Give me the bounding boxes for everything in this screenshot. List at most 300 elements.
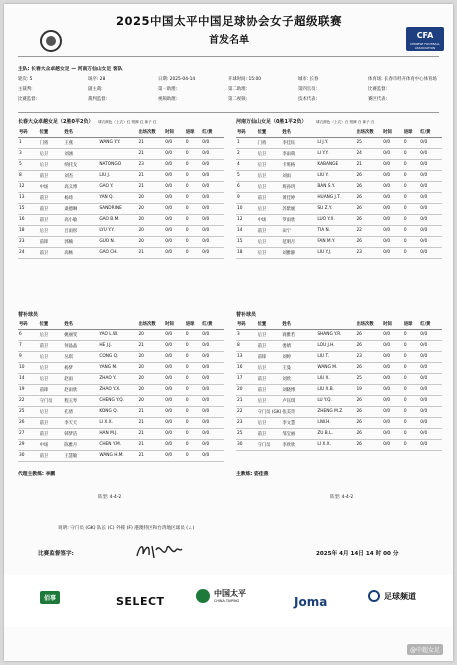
home-subs-table [18, 320, 224, 462]
table-cell: 10 [18, 362, 39, 373]
table-cell: 黄佳婷 [281, 192, 316, 203]
table-cell: LI Y.Y. [316, 148, 355, 159]
table-cell: 14 [18, 373, 39, 384]
home-subs-heading: 替补球员 [18, 312, 39, 318]
table-row [236, 439, 442, 450]
table-cell: 0/0 [164, 340, 185, 351]
match-info-field: 场序: 28 [88, 77, 106, 82]
table-cell: GAO CH. [98, 247, 137, 258]
table-cell: 门将 [39, 137, 64, 148]
table-cell: LIW.H. [316, 417, 355, 428]
table-cell: 16 [18, 214, 39, 225]
table-cell: CHEN Y.M. [98, 439, 137, 450]
table-cell: LIU Y.J. [316, 247, 355, 258]
table-row [236, 170, 442, 181]
table-cell: 前锋 [39, 236, 64, 247]
table-cell: 李天天 [63, 417, 98, 428]
table-cell: HAN M.J. [98, 428, 137, 439]
sponsor-logo-channel: 足球频道 [384, 592, 416, 601]
table-row [236, 148, 442, 159]
table-cell: 0/0 [201, 373, 224, 384]
table-cell: 纳托戈 [63, 159, 98, 170]
table-cell: 26 [355, 170, 382, 181]
table-cell: 21 [137, 170, 164, 181]
match-info-field: 轮次: 5 [18, 77, 33, 82]
table-cell: 0 [185, 225, 201, 236]
table-cell: 13 [236, 351, 257, 362]
column-header: 红/黄 [201, 128, 224, 137]
sponsor-logo-joma: Joma [294, 595, 328, 609]
match-info-field: 第四官员: [298, 87, 318, 92]
table-cell: 王燕 [63, 137, 98, 148]
table-row [18, 428, 224, 439]
table-cell: 0/0 [382, 181, 403, 192]
table-cell: 后卫 [39, 406, 64, 417]
table-cell: 刘雅静 [281, 247, 316, 258]
table-cell: 21 [137, 406, 164, 417]
table-cell: 1 [18, 137, 39, 148]
table-cell: 0 [185, 247, 201, 258]
table-cell: 后卫 [39, 148, 64, 159]
table-cell: 22 [355, 225, 382, 236]
table-cell: 0 [403, 225, 419, 236]
table-cell: 后卫 [39, 329, 64, 340]
table-cell: 21 [137, 247, 164, 258]
table-row [236, 225, 442, 236]
table-cell: 后卫 [39, 351, 64, 362]
match-info-field: 视频助理: [158, 97, 178, 102]
table-cell: 后卫 [39, 362, 64, 373]
table-cell: 20 [137, 351, 164, 362]
column-header: 号码 [18, 128, 39, 137]
table-cell: 0/0 [164, 450, 185, 461]
supervisor-label: 比赛监督签字: [38, 551, 74, 557]
table-cell: 何晶晶 [63, 340, 98, 351]
table-cell: 16 [236, 362, 257, 373]
table-cell: 张美奇 [281, 406, 316, 417]
home-coach: 代理主教练: 李鹏 [18, 472, 56, 477]
table-cell: 26 [355, 214, 382, 225]
table-cell: 21 [137, 450, 164, 461]
table-cell: 门将 [257, 137, 282, 148]
table-cell: 0 [403, 159, 419, 170]
table-cell: 0 [403, 351, 419, 362]
table-cell: 26 [355, 428, 382, 439]
table-cell: 0/0 [201, 236, 224, 247]
table-cell: LYU Y.Y. [98, 225, 137, 236]
table-cell: 陈雅月 [63, 439, 98, 450]
table-cell: 李文慧 [281, 417, 316, 428]
table-cell: 9 [18, 351, 39, 362]
table-cell: BAN S.Y. [316, 181, 355, 192]
table-cell: 23 [355, 351, 382, 362]
table-cell: LIU X. [316, 373, 355, 384]
match-info-field: 裁判监督: [88, 97, 108, 102]
table-cell: 15 [236, 236, 257, 247]
table-cell: HE J.J. [98, 340, 137, 351]
table-cell: 6 [236, 181, 257, 192]
table-cell: 高畅 [63, 247, 98, 258]
table-cell: 0 [403, 214, 419, 225]
table-cell: 26 [355, 417, 382, 428]
table-cell: 杨梦 [63, 362, 98, 373]
column-header: 位置 [39, 320, 64, 329]
table-cell: 后卫 [257, 247, 282, 258]
match-info-field: 第二视频: [228, 97, 248, 102]
table-row [236, 247, 442, 258]
table-row [18, 214, 224, 225]
table-row [236, 362, 442, 373]
table-cell: 0 [185, 362, 201, 373]
table-cell: 0 [185, 214, 201, 225]
table-row [236, 373, 442, 384]
table-cell: 邹宝丽 [281, 428, 316, 439]
table-cell: 0/0 [419, 148, 442, 159]
sponsor-taiping-sub: CHINA TAIPING [214, 599, 240, 603]
column-header: 进球 [185, 320, 201, 329]
table-cell: ZHENG M.Z. [316, 406, 355, 417]
table-cell: 26 [355, 181, 382, 192]
table-cell: 中场 [39, 181, 64, 192]
table-cell: 0/0 [164, 417, 185, 428]
table-row [236, 384, 442, 395]
column-header [316, 320, 355, 329]
table-cell: 0/0 [201, 417, 224, 428]
table-row [236, 192, 442, 203]
table-cell: 0 [403, 137, 419, 148]
table-row [18, 373, 224, 384]
table-cell: 0 [403, 362, 419, 373]
table-cell: 0/0 [201, 203, 224, 214]
table-cell: LIU Y. [316, 170, 355, 181]
column-header: 位置 [39, 128, 64, 137]
table-cell: 0/0 [382, 214, 403, 225]
table-cell: 李欣欣 [281, 439, 316, 450]
table-cell: 0/0 [201, 384, 224, 395]
table-cell: 0/0 [419, 329, 442, 340]
table-cell [98, 148, 137, 159]
table-cell: 0/0 [382, 395, 403, 406]
table-row [236, 329, 442, 340]
table-cell: 程玉琴 [63, 395, 98, 406]
table-cell: 0 [403, 406, 419, 417]
match-info-field: 体育场: 长春市经开体育中心体育场 [368, 77, 437, 82]
table-cell: 0 [403, 395, 419, 406]
table-cell: 0/0 [419, 384, 442, 395]
table-cell: SANDRINE [98, 203, 137, 214]
table-cell: 0 [403, 192, 419, 203]
table-row [18, 450, 224, 461]
table-cell: 0 [185, 351, 201, 362]
table-cell: 14 [236, 225, 257, 236]
china-taiping-icon [196, 589, 210, 603]
table-row [18, 362, 224, 373]
sponsor-logo-select: SELECT [116, 595, 165, 608]
table-cell: 0/0 [164, 373, 185, 384]
column-header: 红/黄 [201, 320, 224, 329]
table-cell: 0/0 [164, 384, 185, 395]
table-cell: 26 [355, 406, 382, 417]
table-cell: 7 [18, 340, 39, 351]
table-cell: YAN Q. [98, 192, 137, 203]
table-cell: 0 [403, 181, 419, 192]
table-cell: 0/0 [419, 351, 442, 362]
table-cell: 0/0 [201, 450, 224, 461]
table-cell: 23 [355, 247, 382, 258]
table-row [236, 214, 442, 225]
table-cell: CONG Q. [98, 351, 137, 362]
match-info-field: 第一助理: [158, 87, 178, 92]
match-info-field: 主裁判: [18, 87, 33, 92]
table-cell: 22 [18, 395, 39, 406]
column-header: 出场次数 [355, 128, 382, 137]
away-subs-heading: 替补球员 [236, 312, 257, 318]
table-row [236, 236, 442, 247]
table-cell: 3 [236, 329, 257, 340]
table-cell: 桑德琳 [63, 203, 98, 214]
table-cell: 后卫 [257, 181, 282, 192]
table-row [18, 225, 224, 236]
table-cell: 守门员 [39, 395, 64, 406]
table-cell: 0/0 [201, 406, 224, 417]
supervisor-signature [134, 540, 184, 562]
table-cell: 5 [18, 159, 39, 170]
table-cell: 21 [236, 395, 257, 406]
table-cell: 0 [403, 373, 419, 384]
table-cell: 29 [18, 439, 39, 450]
away-team-heading: 河南万仙山女足（0胜1平2负） [236, 119, 307, 125]
table-cell: 丛琪 [63, 351, 98, 362]
match-info-field: 开球时间: 15:00 [228, 77, 262, 82]
table-cell: 0/0 [419, 170, 442, 181]
table-cell: 后卫 [39, 225, 64, 236]
column-header [98, 128, 137, 137]
table-cell: 8 [18, 170, 39, 181]
table-cell: 2 [236, 148, 257, 159]
table-cell: 0/0 [382, 236, 403, 247]
table-cell: 0/0 [419, 203, 442, 214]
table-cell: 0/0 [164, 159, 185, 170]
table-cell: 前卫 [39, 450, 64, 461]
table-cell: 25 [355, 373, 382, 384]
table-cell: 前卫 [39, 247, 64, 258]
table-cell: 0/0 [382, 247, 403, 258]
table-row [18, 395, 224, 406]
table-cell: 0/0 [382, 203, 403, 214]
table-cell: 郭楠 [63, 236, 98, 247]
table-cell: 前卫 [39, 417, 64, 428]
match-row-1 [18, 76, 438, 83]
table-cell: KONG Q. [98, 406, 137, 417]
column-header: 出场次数 [137, 320, 164, 329]
table-cell: 3 [18, 148, 39, 159]
table-cell: 刘婷 [281, 351, 316, 362]
table-cell: 后卫 [257, 170, 282, 181]
table-cell: 0/0 [382, 137, 403, 148]
table-cell: 0/0 [419, 406, 442, 417]
column-header [98, 320, 137, 329]
divider [18, 56, 439, 57]
table-cell: ZHAO Y. [98, 373, 137, 384]
column-header: 号码 [18, 320, 39, 329]
table-cell: 0 [185, 340, 201, 351]
watermark: @中超女足 [407, 644, 443, 655]
table-cell: 6 [18, 329, 39, 340]
table-cell: 0/0 [201, 247, 224, 258]
table-cell: 0/0 [164, 439, 185, 450]
table-cell: LIU J. [98, 170, 137, 181]
table-cell: 0/0 [201, 329, 224, 340]
table-cell: 0/0 [382, 192, 403, 203]
sponsor-bar [4, 575, 453, 627]
table-cell: 0/0 [164, 137, 185, 148]
table-cell: 0 [185, 395, 201, 406]
table-row [18, 417, 224, 428]
table-cell: 20 [137, 192, 164, 203]
table-cell: 23 [236, 417, 257, 428]
table-cell: 26 [355, 329, 382, 340]
away-kit-note: 球衣颜色（上衣）白 短裤 白 袜子 白 [316, 120, 375, 124]
table-cell: 0 [185, 384, 201, 395]
table-cell: 0/0 [164, 170, 185, 181]
table-cell: NATONGO [98, 159, 137, 170]
lineup-sheet [4, 4, 453, 661]
table-cell: 15 [18, 203, 39, 214]
table-cell: 0/0 [382, 362, 403, 373]
column-header: 红/黄 [419, 128, 442, 137]
table-row [236, 203, 442, 214]
table-cell: 0 [185, 417, 201, 428]
table-cell: 后卫 [257, 159, 282, 170]
table-row [236, 417, 442, 428]
table-cell: 0/0 [382, 225, 403, 236]
table-header-row [18, 320, 224, 329]
table-cell: 前锋 [257, 351, 282, 362]
table-cell: 0/0 [382, 373, 403, 384]
table-cell: 24 [355, 148, 382, 159]
table-cell: WANG M. [316, 362, 355, 373]
table-cell: LI X.X. [316, 439, 355, 450]
table-cell: 0/0 [419, 428, 442, 439]
table-cell: 前卫 [257, 192, 282, 203]
table-cell: ZU B.L. [316, 428, 355, 439]
away-coach: 主教练: 姿佳燕 [236, 472, 269, 477]
table-cell: 0 [403, 329, 419, 340]
table-cell: WANG Y.Y. [98, 137, 137, 148]
table-cell: 0/0 [201, 395, 224, 406]
table-cell: 李雨萌 [281, 148, 316, 159]
table-cell: 王曼 [281, 362, 316, 373]
table-row [18, 137, 224, 148]
table-cell: 0/0 [382, 439, 403, 450]
table-cell: LI X.X. [98, 417, 137, 428]
table-cell: 李佳钰 [281, 137, 316, 148]
column-header: 红/黄 [419, 320, 442, 329]
column-header: 位置 [257, 128, 282, 137]
table-cell: 0/0 [382, 428, 403, 439]
cfa-logo: CFA CHINESE FOOTBALL ASSOCIATION [406, 27, 444, 51]
table-cell: 0/0 [419, 214, 442, 225]
table-cell: 高小敏 [63, 214, 98, 225]
table-cell: 0 [185, 406, 201, 417]
table-cell: 0 [403, 428, 419, 439]
table-row [18, 439, 224, 450]
table-cell: 后卫 [39, 373, 64, 384]
table-header-row [18, 128, 224, 137]
table-cell: 20 [137, 373, 164, 384]
table-row [236, 159, 442, 170]
table-cell: 0 [185, 203, 201, 214]
table-cell: 刘涵 [63, 148, 98, 159]
table-cell: 18 [18, 225, 39, 236]
table-cell: 0/0 [382, 384, 403, 395]
table-cell: 0/0 [164, 203, 185, 214]
table-cell: 吕雨彤 [63, 225, 98, 236]
table-cell: 0/0 [164, 395, 185, 406]
table-cell: 21 [137, 137, 164, 148]
table-cell: 刘欣 [281, 373, 316, 384]
match-info-field: 技术代表: [298, 97, 318, 102]
table-cell: 0 [403, 203, 419, 214]
table-cell: 21 [137, 340, 164, 351]
table-cell: 0/0 [201, 439, 224, 450]
table-cell: 0 [185, 450, 201, 461]
table-cell: 0/0 [419, 417, 442, 428]
table-row [236, 181, 442, 192]
table-row [18, 340, 224, 351]
table-cell: 0/0 [419, 137, 442, 148]
table-cell: 0 [185, 236, 201, 247]
table-cell: 商雅若 [281, 329, 316, 340]
table-cell: 26 [355, 203, 382, 214]
table-cell: ZHAO Y.X. [98, 384, 137, 395]
table-cell: 0 [403, 236, 419, 247]
table-cell: 0/0 [419, 439, 442, 450]
table-cell: 后卫 [257, 148, 282, 159]
table-cell: 0 [403, 439, 419, 450]
table-cell: 25 [18, 406, 39, 417]
table-cell: 0/0 [164, 192, 185, 203]
table-cell: 0/0 [201, 362, 224, 373]
table-cell: 中场 [257, 214, 282, 225]
table-cell: 前卫 [39, 192, 64, 203]
table-cell: 前卫 [39, 214, 64, 225]
table-cell: 5 [236, 170, 257, 181]
column-header: 进球 [403, 320, 419, 329]
table-cell: 田宁 [281, 225, 316, 236]
table-cell: 范明月 [281, 236, 316, 247]
match-row-2 [18, 86, 438, 93]
table-cell: 21 [137, 439, 164, 450]
table-row [236, 340, 442, 351]
table-cell: SHANG Y.R. [316, 329, 355, 340]
match-info-field: 日期: 2025-04-14 [158, 77, 196, 82]
table-cell: 0/0 [382, 159, 403, 170]
table-cell: 0 [403, 247, 419, 258]
table-cell: 0 [403, 340, 419, 351]
table-cell: 26 [355, 395, 382, 406]
table-cell: 20 [137, 362, 164, 373]
table-cell: 前卫 [257, 340, 282, 351]
away-formation: 阵型: 4-4-2 [330, 495, 354, 500]
table-cell: 0/0 [201, 214, 224, 225]
table-row [18, 203, 224, 214]
table-row [18, 329, 224, 340]
table-cell: 20 [137, 329, 164, 340]
table-cell: 0/0 [419, 247, 442, 258]
table-cell: 0/0 [164, 247, 185, 258]
table-cell: 后卫 [257, 236, 282, 247]
